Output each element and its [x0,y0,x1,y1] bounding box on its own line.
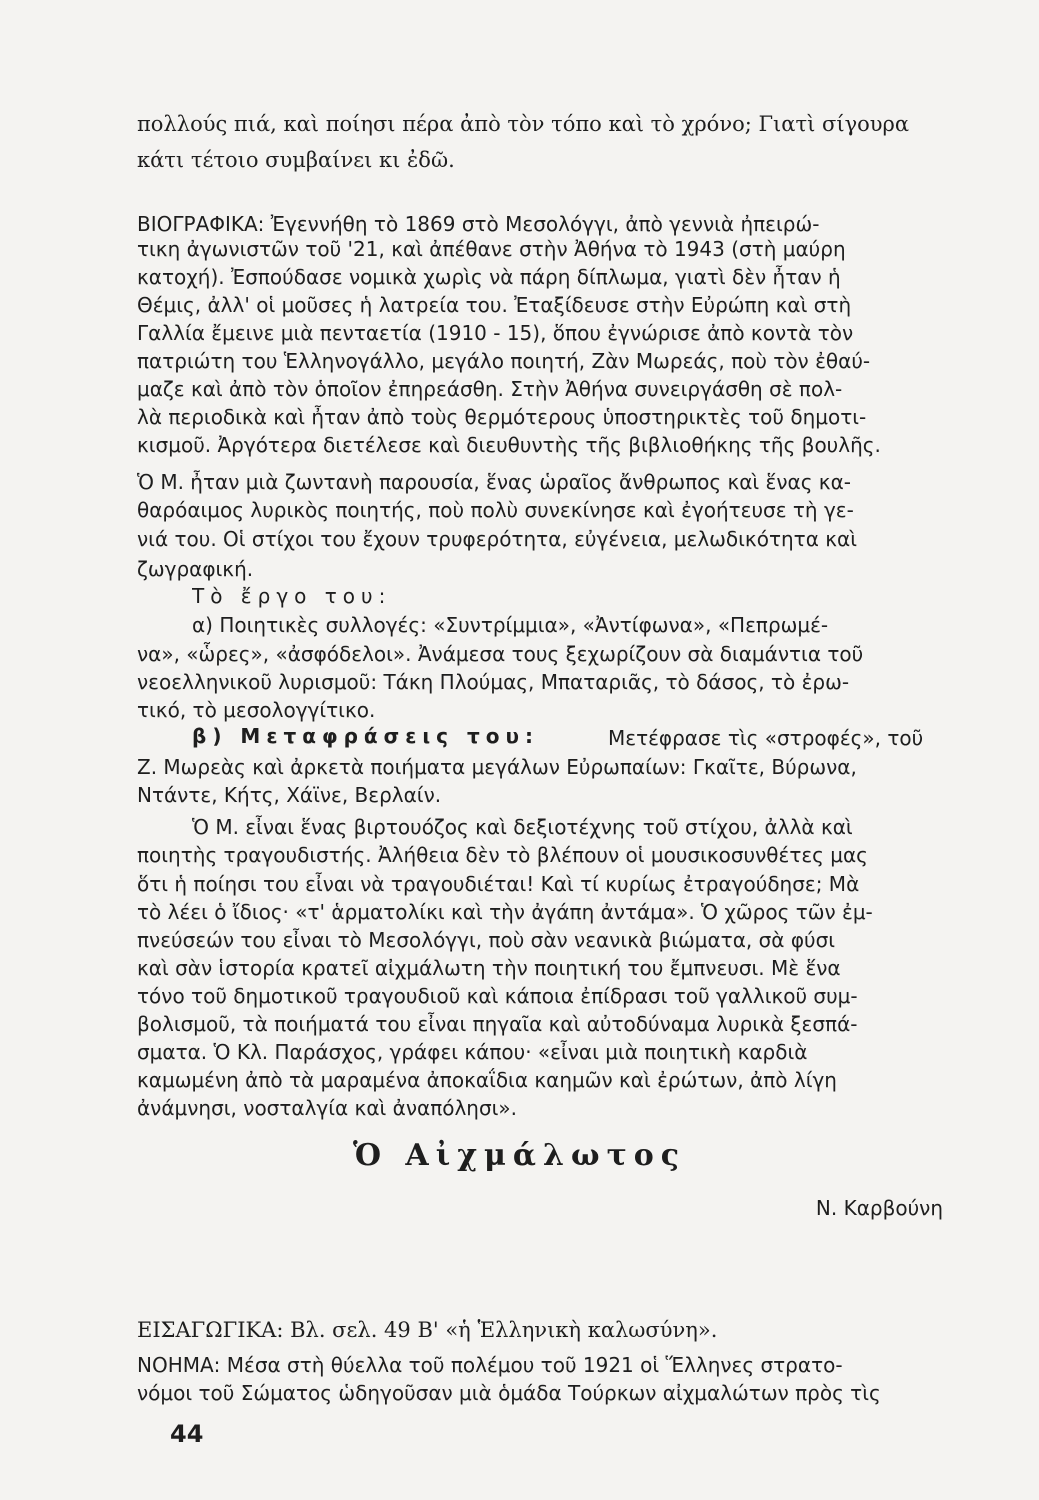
work-line: τικό, τὸ μεσολογγίτικο. [137,698,376,722]
text-line: πολλούς πιά, καὶ ποίησι πέρα ἀπὸ τὸν τόπο καὶ τὸ χρόνο; Γιατὶ σίγουρα [137,112,910,136]
poem-title: Ὁ Αἰχμάλωτος [352,1138,687,1173]
noima-line: ΝΟΗΜΑ: Μέσα στὴ θύελλα τοῦ πολέμου τοῦ 1921 οἱ Ἕλληνες στρατο- [137,1353,843,1377]
assess-line: ποιητὴς τραγουδιστής. Ἀλήθεια δὲν τὸ βλέπουν οἱ μουσικοσυνθέτες μας [137,843,868,867]
translations-line: Ζ. Μωρεὰς καὶ ἀρκετὰ ποιήματα μεγάλων Εὐρωπαίων: Γκαῖτε, Βύρωνα, [137,755,857,779]
page-number: 44 [170,1420,204,1448]
bio-line: πατριώτη του Ἑλληνογάλλο, μεγάλο ποιητή, Ζὰν Μωρεάς, ποὺ τὸν ἐθαύ- [137,349,871,373]
bio-line: κατοχή). Ἐσπούδασε νομικὰ χωρὶς νὰ πάρη δίπλωμα, γιατὶ δὲν ἦταν ἡ [137,265,841,289]
assess-line: τόνο τοῦ δημοτικοῦ τραγουδιοῦ καὶ κάποια ἐπίδρασι τοῦ γαλλικοῦ συμ- [137,984,858,1008]
translations-label: β) Μεταφράσεις του: [192,724,539,748]
assess-line: τὸ λέει ὁ ἴδιος· «τ' ἁρματολίκι καὶ τὴν ἀγάπη ἀντάμα». Ὁ χῶρος τῶν ἐμ- [137,900,873,924]
text-line: κάτι τέτοιο συμβαίνει κι ἐδῶ. [137,148,455,172]
assess-line: πνεύσεών του εἶναι τὸ Μεσολόγγι, ποὺ σὰν νεανικὰ βιώματα, σὰ φύσι [137,928,836,952]
bio-line: τικη ἀγωνιστῶν τοῦ '21, καὶ ἀπέθανε στὴν Ἀθήνα τὸ 1943 (στὴ μαύρη [137,237,846,261]
work-line: α) Ποιητικὲς συλλογές: «Συντρίμμια», «Ἀντίφωνα», «Πεπρωμέ- [192,613,829,637]
bio-line: μαζε καὶ ἀπὸ τὸν ὁποῖον ἐπηρεάσθη. Στὴν Ἀθήνα συνειργάσθη σὲ πολ- [137,377,843,401]
bio-line: Ὁ Μ. ἦταν μιὰ ζωντανὴ παρουσία, ἕνας ὡραῖος ἄνθρωπος καὶ ἕνας κα- [137,470,851,494]
assess-line: καμωμένη ἀπὸ τὰ μαραμένα ἀποκαΐδια καημῶν καὶ ἐρώτων, ἀπὸ λίγη [137,1068,837,1092]
assess-line: Ὁ Μ. εἶναι ἕνας βιρτουόζος καὶ δεξιοτέχνης τοῦ στίχου, ἀλλὰ καὶ [192,815,853,839]
assess-line: σματα. Ὁ Κλ. Παράσχος, γράφει κάπου· «εἶναι μιὰ ποιητικὴ καρδιὰ [137,1040,808,1064]
bio-line: ζωγραφική. [137,557,254,581]
bio-line: Γαλλία ἔμεινε μιὰ πενταετία (1910 - 15), ὅπου ἐγνώρισε ἀπὸ κοντὰ τὸν [137,321,854,345]
poem-author: Ν. Καρβούνη [815,1196,943,1220]
bio-line: ΒΙΟΓΡΑΦΙΚΑ: Ἐγεννήθη τὸ 1869 στὸ Μεσολόγγι, ἀπὸ γεννιὰ ἠπειρώ- [137,212,820,236]
work-line: να», «ὧρες», «ἀσφόδελοι». Ἀνάμεσα τους ξεχωρίζουν σὰ διαμάντια τοῦ [137,642,864,666]
work-line: νεοελληνικοῦ λυρισμοῦ: Τάκη Πλούμας, Μπαταριᾶς, τὸ δάσος, τὸ ἐρω- [137,670,850,694]
assess-line: βολισμοῦ, τὰ ποιήματά του εἶναι πηγαῖα καὶ αὐτοδύναμα λυρικὰ ξεσπά- [137,1012,858,1036]
intro-line: ΕΙΣΑΓΩΓΙΚΑ: Βλ. σελ. 49 Β' «ἡ Ἑλληνικὴ καλωσύνη». [137,1318,718,1342]
bio-line: κισμοῦ. Ἀργότερα διετέλεσε καὶ διευθυντὴς τῆς βιβλιοθήκης τῆς βουλῆς. [137,433,881,457]
assess-line: καὶ σὰν ἱστορία κρατεῖ αἰχμάλωτη τὴν ποιητική του ἔμπνευσι. Μὲ ἕνα [137,956,841,980]
bio-line: λὰ περιοδικὰ καὶ ἦταν ἀπὸ τοὺς θερμότερους ὑποστηρικτὲς τοῦ δημοτι- [137,405,867,429]
assess-line: ἀνάμνησι, νοσταλγία καὶ ἀναπόλησι». [137,1096,518,1120]
translations-line: Ντάντε, Κήτς, Χάϊνε, Βερλαίν. [137,783,442,807]
bio-line: θαρόαιμος λυρικὸς ποιητής, ποὺ πολὺ συνεκίνησε καὶ ἐγοήτευσε τὴ γε- [137,498,854,522]
bio-line: νιά του. Οἱ στίχοι του ἔχουν τρυφερότητα, εὐγένεια, μελωδικότητα καὶ [137,527,857,551]
translations-first: Μετέφρασε τὶς «στροφές», τοῦ [608,726,924,750]
bio-line: Θέμις, ἀλλ' οἱ μοῦσες ἡ λατρεία του. Ἐταξίδευσε στὴν Εὐρώπη καὶ στὴ [137,293,852,317]
translations-heading [192,724,539,748]
work-heading: Τὸ ἔργο του: [192,584,392,608]
noima-line: νόμοι τοῦ Σώματος ὡδηγοῦσαν μιὰ ὁμάδα Τούρκων αἰχμαλώτων πρὸς τὶς [137,1381,881,1405]
assess-line: ὅτι ἡ ποίησι του εἶναι νὰ τραγουδιέται! Καὶ τί κυρίως ἐτραγούδησε; Μὰ [137,872,860,896]
